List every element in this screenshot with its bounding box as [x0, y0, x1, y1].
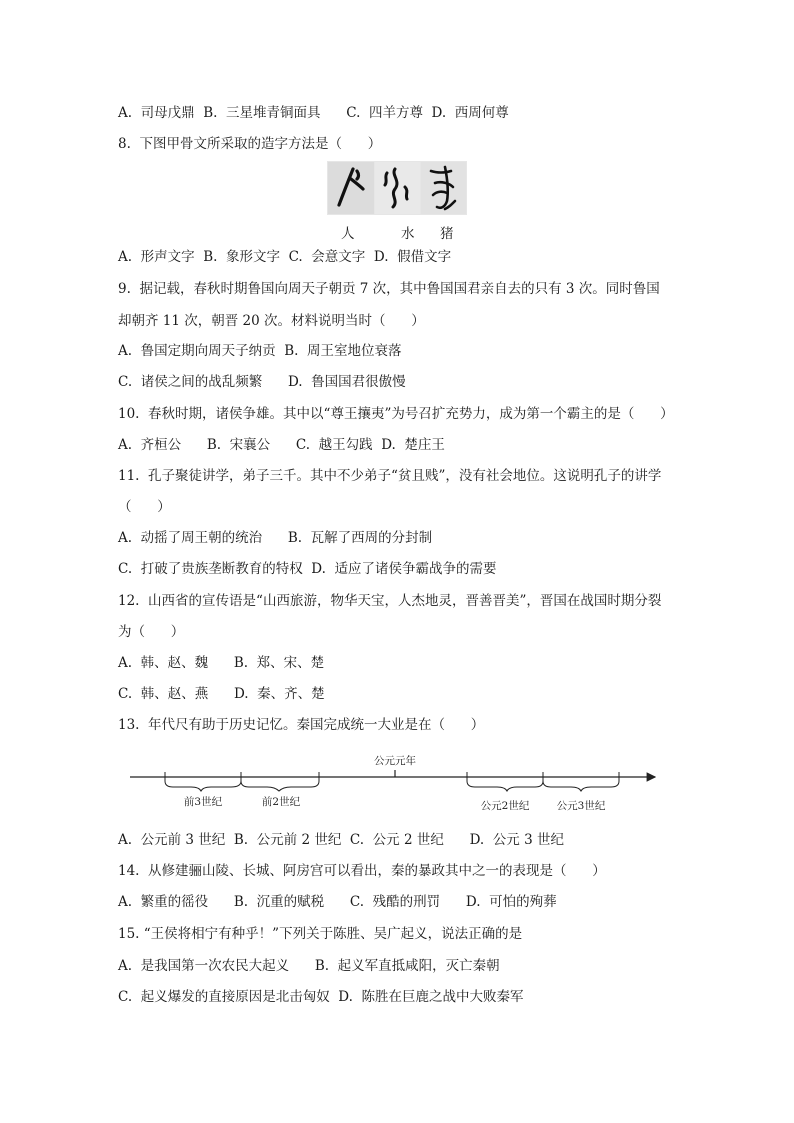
- oracle-bone-characters-figure: [327, 161, 467, 215]
- q9-options-ab: A. 鲁国定期向周天子纳贡 B. 周王室地位衰落: [118, 343, 402, 359]
- q14-options: A. 繁重的徭役 B. 沉重的赋税 C. 残酷的刑罚 D. 可怕的殉葬: [118, 894, 557, 910]
- timeline-label-4: 公元3世纪: [556, 800, 606, 812]
- q11-options-ab: A. 动摇了周王朝的统治 B. 瓦解了西周的分封制: [118, 530, 433, 546]
- q9-stem-line1: 9. 据记载，春秋时期鲁国向周天子朝贡 7 次，其中鲁国国君亲自去的只有 3 次。同时鲁国: [118, 281, 660, 297]
- q7-options: A. 司母戊鼎 B. 三星堆青铜面具 C. 四羊方尊 D. 西周何尊: [118, 105, 509, 121]
- char-label-shui: 水: [401, 226, 415, 242]
- q15-stem: 15. “王侯将相宁有种乎！”下列关于陈胜、吴广起义，说法正确的是: [118, 926, 523, 942]
- timeline-center-label: 公元元年: [374, 755, 416, 767]
- timeline-bracket-1: [165, 772, 241, 791]
- q12-stem-line1: 12. 山西省的宣传语是“山西旅游，物华天宝，人杰地灵，晋善晋美”，晋国在战国时期分裂: [118, 593, 662, 609]
- char-label-ren: 人: [341, 226, 355, 242]
- q8-stem: 8. 下图甲骨文所采取的造字方法是（ ）: [118, 136, 382, 152]
- q13-stem: 13. 年代尺有助于历史记忆。秦国完成统一大业是在（ ）: [118, 717, 485, 733]
- q12-options-cd: C. 韩、赵、燕 D. 秦、齐、楚: [118, 686, 325, 702]
- q15-options-cd: C. 起义爆发的直接原因是北击匈奴 D. 陈胜在巨鹿之战中大败秦军: [118, 989, 524, 1005]
- q10-stem: 10. 春秋时期，诸侯争雄。其中以“尊王攘夷”为号召扩充势力，成为第一个霸主的是（ ）: [118, 406, 674, 422]
- q10-options: A. 齐桓公 B. 宋襄公 C. 越王勾践 D. 楚庄王: [118, 437, 445, 453]
- timeline-bracket-4: [543, 772, 619, 791]
- q14-stem: 14. 从修建骊山陵、长城、阿房宫可以看出，秦的暴政其中之一的表现是（ ）: [118, 863, 606, 879]
- char-label-zhu: 猪: [440, 226, 454, 242]
- q11-stem-line2: （ ）: [118, 499, 171, 515]
- q15-options-ab: A. 是我国第一次农民大起义 B. 起义军直抵咸阳，灭亡秦朝: [118, 958, 500, 974]
- q11-options-cd: C. 打破了贵族垄断教育的特权 D. 适应了诸侯争霸战争的需要: [118, 561, 497, 577]
- q11-stem-line1: 11. 孔子聚徒讲学，弟子三千。其中不少弟子“贫且贱”，没有社会地位。这说明孔子的讲学: [118, 468, 662, 484]
- timeline-bracket-2: [241, 772, 319, 791]
- q12-stem-line2: 为（ ）: [118, 624, 185, 640]
- q9-options-cd: C. 诸侯之间的战乱频繁 D. 鲁国国君很傲慢: [118, 374, 406, 390]
- timeline-label-2: 前2世纪: [261, 796, 301, 808]
- q8-options: A. 形声文字 B. 象形文字 C. 会意文字 D. 假借文字: [118, 249, 452, 265]
- q9-stem-line2: 却朝齐 11 次，朝晋 20 次。材料说明当时（ ）: [118, 313, 425, 329]
- timeline-label-1: 前3世纪: [183, 796, 223, 808]
- q12-options-ab: A. 韩、赵、魏 B. 郑、宋、楚: [118, 655, 325, 671]
- timeline-bracket-3: [467, 772, 543, 791]
- q13-options: A. 公元前 3 世纪 B. 公元前 2 世纪 C. 公元 2 世纪 D. 公元 3 世纪: [118, 832, 564, 848]
- timeline-label-3: 公元2世纪: [480, 800, 530, 812]
- timeline-figure: [125, 751, 665, 817]
